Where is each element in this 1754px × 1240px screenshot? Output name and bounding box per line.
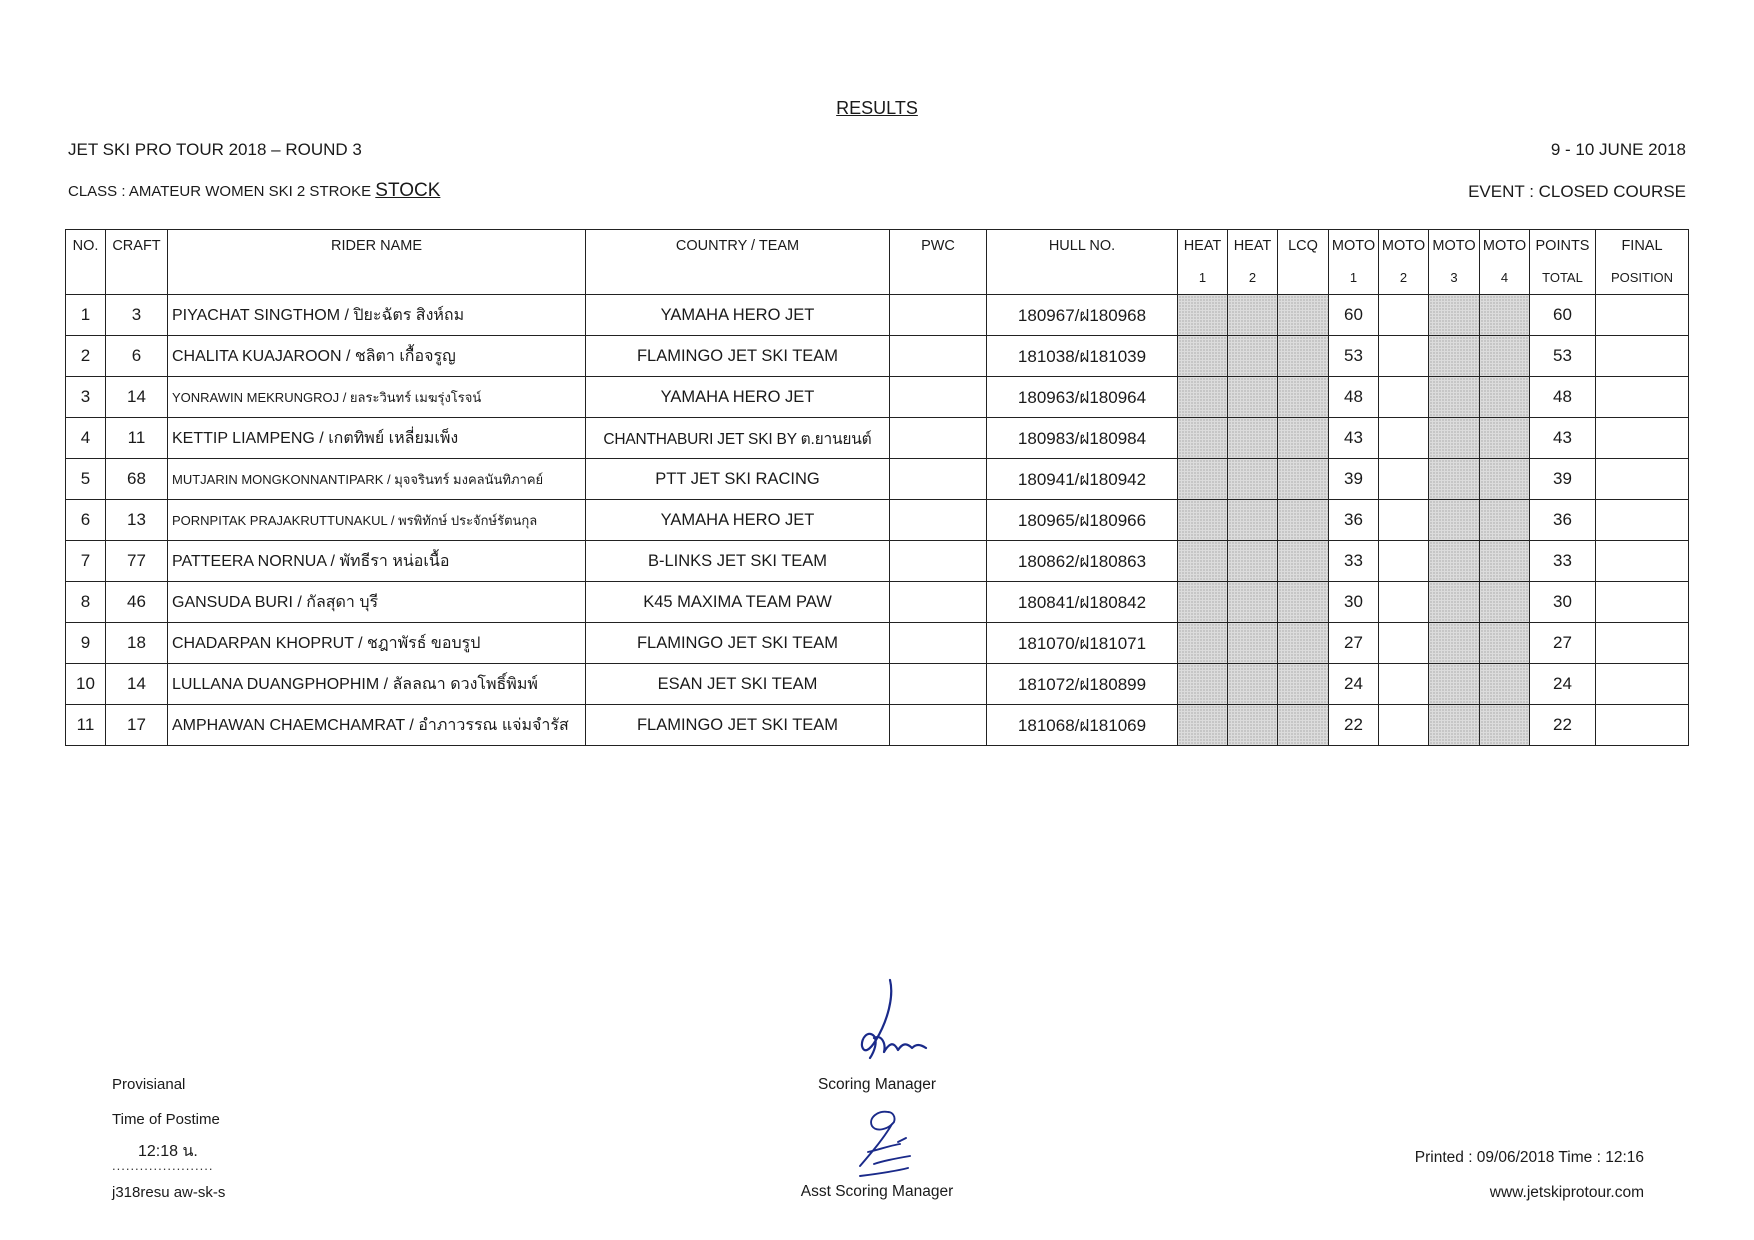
cell-moto-3 xyxy=(1429,295,1480,336)
cell-craft: 6 xyxy=(106,336,168,377)
cell-final-position xyxy=(1596,295,1689,336)
column-header-label: LCQ xyxy=(1288,238,1318,254)
cell-moto-4 xyxy=(1480,459,1530,500)
cell-craft: 14 xyxy=(106,664,168,705)
table-row xyxy=(66,336,1689,377)
cell-final-position xyxy=(1596,664,1689,705)
column-header xyxy=(1530,230,1596,295)
cell-moto-3 xyxy=(1429,377,1480,418)
class-suffix: STOCK xyxy=(375,180,441,201)
cell-moto-3 xyxy=(1429,500,1480,541)
cell-moto-4 xyxy=(1480,418,1530,459)
cell-moto-3 xyxy=(1429,418,1480,459)
cell-hull-no: 181070/ฝ181071 xyxy=(987,623,1178,664)
cell-country-team: FLAMINGO JET SKI TEAM xyxy=(586,336,890,377)
cell-lcq xyxy=(1278,418,1329,459)
header-row xyxy=(66,230,1689,295)
column-header xyxy=(1228,230,1278,295)
cell-final-position xyxy=(1596,705,1689,746)
cell-craft: 11 xyxy=(106,418,168,459)
cell-moto-2 xyxy=(1379,295,1429,336)
cell-final-position xyxy=(1596,377,1689,418)
scoring-manager-signature xyxy=(828,978,938,1073)
cell-moto-1: 43 xyxy=(1329,418,1379,459)
cell-moto-2 xyxy=(1379,582,1429,623)
cell-moto-1: 60 xyxy=(1329,295,1379,336)
table-row xyxy=(66,541,1689,582)
cell-heat-2 xyxy=(1228,295,1278,336)
provisional-label: Provisianal xyxy=(112,1076,186,1093)
cell-final-position xyxy=(1596,418,1689,459)
cell-moto-2 xyxy=(1379,336,1429,377)
column-header-label: MOTO xyxy=(1381,238,1426,254)
cell-country-team: YAMAHA HERO JET xyxy=(586,500,890,541)
cell-hull-no: 180941/ฝ180942 xyxy=(987,459,1178,500)
postime-dotted-line: ...................... xyxy=(112,1158,214,1173)
column-header-sublabel: TOTAL xyxy=(1542,270,1583,285)
cell-lcq xyxy=(1278,336,1329,377)
cell-craft: 77 xyxy=(106,541,168,582)
asst-scoring-manager-label: Asst Scoring Manager xyxy=(800,1183,954,1200)
cell-final-position xyxy=(1596,582,1689,623)
scoring-manager-label: Scoring Manager xyxy=(817,1076,937,1093)
cell-moto-2 xyxy=(1379,705,1429,746)
cell-rider-name: PORNPITAK PRAJAKRUTTUNAKUL / พรพิทักษ์ ประจักษ์รัตนกุล xyxy=(168,500,586,541)
column-header xyxy=(1596,230,1689,295)
cell-heat-2 xyxy=(1228,541,1278,582)
cell-moto-1: 22 xyxy=(1329,705,1379,746)
postime-time: 12:18 น. xyxy=(138,1143,198,1160)
cell-points-total: 30 xyxy=(1530,582,1596,623)
column-header-sublabel: 2 xyxy=(1399,270,1408,285)
column-header xyxy=(1178,230,1228,295)
cell-rider-name: PATTEERA NORNUA / พัทธีรา หน่อเนื้อ xyxy=(168,541,586,582)
cell-heat-2 xyxy=(1228,500,1278,541)
column-header-sublabel: 4 xyxy=(1500,270,1509,285)
cell-hull-no: 181068/ฝ181069 xyxy=(987,705,1178,746)
asst-scoring-manager-signature xyxy=(848,1108,928,1183)
event-type: EVENT : CLOSED COURSE xyxy=(1468,182,1686,201)
cell-moto-4 xyxy=(1480,623,1530,664)
table-row xyxy=(66,418,1689,459)
column-header xyxy=(1278,230,1329,295)
cell-country-team: B-LINKS JET SKI TEAM xyxy=(586,541,890,582)
column-header-label: RIDER NAME xyxy=(330,238,423,254)
cell-heat-1 xyxy=(1178,377,1228,418)
cell-no: 10 xyxy=(66,664,106,705)
table-body xyxy=(66,295,1689,746)
cell-moto-1: 30 xyxy=(1329,582,1379,623)
cell-pwc xyxy=(890,500,987,541)
cell-moto-4 xyxy=(1480,705,1530,746)
cell-rider-name: AMPHAWAN CHAEMCHAMRAT / อำภาวรรณ แจ่มจำรัส xyxy=(168,705,586,746)
cell-heat-2 xyxy=(1228,418,1278,459)
cell-moto-2 xyxy=(1379,418,1429,459)
cell-moto-4 xyxy=(1480,336,1530,377)
cell-craft: 46 xyxy=(106,582,168,623)
cell-rider-name: YONRAWIN MEKRUNGROJ / ยลระวินทร์ เมฆรุ่งโรจน์ xyxy=(168,377,586,418)
cell-moto-4 xyxy=(1480,377,1530,418)
document-title: RESULTS xyxy=(836,98,918,118)
cell-moto-3 xyxy=(1429,459,1480,500)
cell-lcq xyxy=(1278,377,1329,418)
cell-lcq xyxy=(1278,623,1329,664)
cell-no: 4 xyxy=(66,418,106,459)
cell-lcq xyxy=(1278,295,1329,336)
column-header-label: HEAT xyxy=(1233,238,1272,254)
table-header xyxy=(66,230,1689,295)
cell-points-total: 60 xyxy=(1530,295,1596,336)
cell-country-team: FLAMINGO JET SKI TEAM xyxy=(586,623,890,664)
column-header-label: COUNTRY / TEAM xyxy=(675,238,800,254)
cell-moto-4 xyxy=(1480,541,1530,582)
column-header xyxy=(1429,230,1480,295)
document-code: j318resu aw-sk-s xyxy=(112,1184,226,1201)
column-header xyxy=(168,230,586,295)
cell-final-position xyxy=(1596,336,1689,377)
website-url: www.jetskiprotour.com xyxy=(1489,1184,1644,1201)
cell-craft: 3 xyxy=(106,295,168,336)
cell-craft: 14 xyxy=(106,377,168,418)
cell-rider-name: CHALITA KUAJAROON / ชลิตา เกื้อจรูญ xyxy=(168,336,586,377)
cell-moto-1: 48 xyxy=(1329,377,1379,418)
column-header xyxy=(106,230,168,295)
column-header-label: MOTO xyxy=(1482,238,1527,254)
cell-points-total: 27 xyxy=(1530,623,1596,664)
cell-final-position xyxy=(1596,541,1689,582)
cell-moto-4 xyxy=(1480,500,1530,541)
cell-no: 11 xyxy=(66,705,106,746)
class-prefix: CLASS : AMATEUR WOMEN SKI 2 STROKE xyxy=(68,183,372,200)
printed-timestamp: Printed : 09/06/2018 Time : 12:16 xyxy=(1414,1149,1644,1166)
cell-heat-1 xyxy=(1178,336,1228,377)
cell-heat-1 xyxy=(1178,541,1228,582)
cell-country-team: FLAMINGO JET SKI TEAM xyxy=(586,705,890,746)
cell-moto-3 xyxy=(1429,336,1480,377)
cell-moto-1: 33 xyxy=(1329,541,1379,582)
cell-moto-3 xyxy=(1429,664,1480,705)
cell-moto-1: 39 xyxy=(1329,459,1379,500)
cell-moto-2 xyxy=(1379,664,1429,705)
cell-moto-2 xyxy=(1379,377,1429,418)
cell-points-total: 43 xyxy=(1530,418,1596,459)
cell-heat-1 xyxy=(1178,295,1228,336)
cell-rider-name: PIYACHAT SINGTHOM / ปิยะฉัตร สิงห์ถม xyxy=(168,295,586,336)
cell-rider-name: MUTJARIN MONGKONNANTIPARK / มุจจรินทร์ มงคลนันทิภาคย์ xyxy=(168,459,586,500)
cell-no: 3 xyxy=(66,377,106,418)
column-header-sublabel: POSITION xyxy=(1610,270,1674,285)
cell-pwc xyxy=(890,582,987,623)
cell-pwc xyxy=(890,336,987,377)
cell-heat-2 xyxy=(1228,377,1278,418)
cell-moto-2 xyxy=(1379,500,1429,541)
cell-hull-no: 180983/ฝ180984 xyxy=(987,418,1178,459)
cell-hull-no: 180965/ฝ180966 xyxy=(987,500,1178,541)
cell-heat-2 xyxy=(1228,705,1278,746)
cell-no: 2 xyxy=(66,336,106,377)
cell-heat-2 xyxy=(1228,664,1278,705)
column-header-label: CRAFT xyxy=(112,238,161,254)
column-header-label: MOTO xyxy=(1331,238,1376,254)
cell-moto-1: 24 xyxy=(1329,664,1379,705)
column-header-label: HEAT xyxy=(1183,238,1222,254)
cell-points-total: 53 xyxy=(1530,336,1596,377)
cell-heat-1 xyxy=(1178,664,1228,705)
column-header xyxy=(1379,230,1429,295)
cell-craft: 18 xyxy=(106,623,168,664)
table-row xyxy=(66,377,1689,418)
cell-heat-1 xyxy=(1178,459,1228,500)
cell-points-total: 24 xyxy=(1530,664,1596,705)
cell-points-total: 33 xyxy=(1530,541,1596,582)
event-dates: 9 - 10 JUNE 2018 xyxy=(1550,140,1686,159)
cell-points-total: 39 xyxy=(1530,459,1596,500)
column-header-label: MOTO xyxy=(1432,238,1476,254)
cell-heat-2 xyxy=(1228,459,1278,500)
cell-heat-1 xyxy=(1178,623,1228,664)
column-header xyxy=(1480,230,1530,295)
cell-heat-1 xyxy=(1178,418,1228,459)
cell-hull-no: 181072/ฝ180899 xyxy=(987,664,1178,705)
table-row xyxy=(66,459,1689,500)
cell-points-total: 48 xyxy=(1530,377,1596,418)
cell-pwc xyxy=(890,623,987,664)
cell-craft: 17 xyxy=(106,705,168,746)
cell-no: 7 xyxy=(66,541,106,582)
event-name: JET SKI PRO TOUR 2018 – ROUND 3 xyxy=(68,140,362,159)
cell-craft: 68 xyxy=(106,459,168,500)
cell-heat-1 xyxy=(1178,705,1228,746)
cell-moto-3 xyxy=(1429,705,1480,746)
cell-moto-2 xyxy=(1379,623,1429,664)
cell-final-position xyxy=(1596,459,1689,500)
cell-moto-1: 27 xyxy=(1329,623,1379,664)
cell-country-team: K45 MAXIMA TEAM PAW xyxy=(586,582,890,623)
cell-craft: 13 xyxy=(106,500,168,541)
cell-heat-2 xyxy=(1228,582,1278,623)
cell-hull-no: 181038/ฝ181039 xyxy=(987,336,1178,377)
column-header-sublabel: 3 xyxy=(1450,270,1458,285)
cell-hull-no: 180963/ฝ180964 xyxy=(987,377,1178,418)
cell-country-team: ESAN JET SKI TEAM xyxy=(586,664,890,705)
cell-moto-3 xyxy=(1429,623,1480,664)
cell-hull-no: 180862/ฝ180863 xyxy=(987,541,1178,582)
cell-moto-4 xyxy=(1480,664,1530,705)
cell-country-team: PTT JET SKI RACING xyxy=(586,459,890,500)
cell-points-total: 22 xyxy=(1530,705,1596,746)
column-header-label: HULL NO. xyxy=(1048,238,1116,254)
cell-heat-2 xyxy=(1228,623,1278,664)
cell-moto-2 xyxy=(1379,459,1429,500)
cell-lcq xyxy=(1278,705,1329,746)
column-header-sublabel: 1 xyxy=(1198,270,1207,285)
cell-heat-2 xyxy=(1228,336,1278,377)
cell-country-team: CHANTHABURI JET SKI BY ต.ยานยนต์ xyxy=(586,418,890,459)
cell-points-total: 36 xyxy=(1530,500,1596,541)
column-header xyxy=(66,230,106,295)
column-header-label: FINAL xyxy=(1621,238,1663,254)
class-line xyxy=(68,180,440,202)
postime-value xyxy=(112,1139,220,1173)
table-row xyxy=(66,664,1689,705)
cell-no: 6 xyxy=(66,500,106,541)
table-row xyxy=(66,623,1689,664)
postime-label: Time of Postime xyxy=(112,1111,220,1128)
cell-pwc xyxy=(890,664,987,705)
cell-pwc xyxy=(890,705,987,746)
table-row xyxy=(66,582,1689,623)
cell-no: 8 xyxy=(66,582,106,623)
cell-moto-4 xyxy=(1480,582,1530,623)
cell-pwc xyxy=(890,418,987,459)
cell-lcq xyxy=(1278,541,1329,582)
cell-no: 1 xyxy=(66,295,106,336)
cell-moto-1: 53 xyxy=(1329,336,1379,377)
cell-heat-1 xyxy=(1178,500,1228,541)
cell-no: 5 xyxy=(66,459,106,500)
column-header xyxy=(890,230,987,295)
cell-pwc xyxy=(890,377,987,418)
column-header-label: NO. xyxy=(72,238,99,254)
cell-no: 9 xyxy=(66,623,106,664)
cell-moto-3 xyxy=(1429,541,1480,582)
column-header-sublabel: 1 xyxy=(1349,270,1358,285)
cell-rider-name: CHADARPAN KHOPRUT / ชฎาพัรธ์ ขอบรูป xyxy=(168,623,586,664)
cell-hull-no: 180841/ฝ180842 xyxy=(987,582,1178,623)
cell-lcq xyxy=(1278,664,1329,705)
cell-rider-name: KETTIP LIAMPENG / เกตทิพย์ เหลี่ยมเพ็ง xyxy=(168,418,586,459)
table-row xyxy=(66,500,1689,541)
cell-lcq xyxy=(1278,459,1329,500)
table-row xyxy=(66,295,1689,336)
cell-country-team: YAMAHA HERO JET xyxy=(586,295,890,336)
column-header-sublabel: 2 xyxy=(1248,270,1257,285)
cell-moto-3 xyxy=(1429,582,1480,623)
cell-moto-2 xyxy=(1379,541,1429,582)
cell-pwc xyxy=(890,459,987,500)
cell-lcq xyxy=(1278,582,1329,623)
cell-country-team: YAMAHA HERO JET xyxy=(586,377,890,418)
column-header xyxy=(586,230,890,295)
cell-pwc xyxy=(890,541,987,582)
column-header-label: PWC xyxy=(921,238,955,254)
cell-pwc xyxy=(890,295,987,336)
cell-rider-name: GANSUDA BURI / กัลสุดา บุรี xyxy=(168,582,586,623)
column-header xyxy=(987,230,1178,295)
column-header-label: POINTS xyxy=(1535,238,1590,254)
cell-lcq xyxy=(1278,500,1329,541)
cell-moto-4 xyxy=(1480,295,1530,336)
cell-rider-name: LULLANA DUANGPHOPHIM / ลัลลณา ดวงโพธิ์พิมพ์ xyxy=(168,664,586,705)
cell-moto-1: 36 xyxy=(1329,500,1379,541)
results-table xyxy=(65,229,1689,746)
cell-final-position xyxy=(1596,500,1689,541)
cell-final-position xyxy=(1596,623,1689,664)
cell-hull-no: 180967/ฝ180968 xyxy=(987,295,1178,336)
cell-heat-1 xyxy=(1178,582,1228,623)
table-row xyxy=(66,705,1689,746)
column-header xyxy=(1329,230,1379,295)
